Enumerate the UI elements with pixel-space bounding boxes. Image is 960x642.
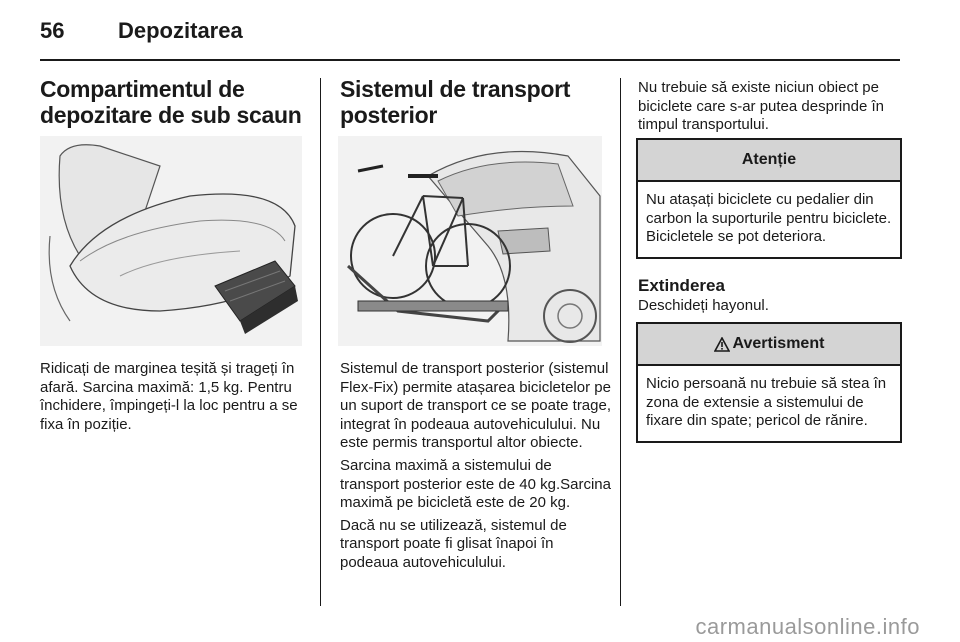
rear-carrier-description bbox=[340, 360, 612, 577]
warning-text: Nicio persoană nu trebuie să stea în zona de extensie a sistemului de fixare din spate; pericol de rănire. bbox=[646, 375, 887, 430]
caution-box bbox=[636, 138, 902, 259]
warning-title: Avertisment bbox=[732, 335, 825, 352]
extension-instruction: Deschideți hayonul. bbox=[638, 297, 769, 314]
under-seat-drawer-illustration bbox=[40, 136, 302, 346]
warning-header bbox=[638, 324, 900, 366]
extension-heading: Extinderea bbox=[638, 276, 725, 295]
section-title: Depozitarea bbox=[118, 18, 243, 43]
rear-carrier-heading: Sistemul de transport posterior bbox=[340, 76, 571, 128]
caution-text: Nu atașați biciclete cu pedalier din carbon la suporturile pentru biciclete. Bicicletele se pot deteriora. bbox=[646, 191, 892, 246]
rear-carrier-paragraph-3: Dacă nu se utilizează, sistemul de transport poate fi glisat înapoi în podeaua autovehiculului. bbox=[340, 516, 567, 571]
under-seat-heading: Compartimentul de depozitare de sub scaun bbox=[40, 76, 302, 128]
column-divider-1 bbox=[320, 78, 321, 606]
column-divider-2 bbox=[620, 78, 621, 606]
rear-carrier-paragraph-2: Sarcina maximă a sistemului de transport posterior este de 40 kg.Sarcina maximă pe bicicletă este de 20 kg. bbox=[340, 456, 611, 512]
watermark: carmanualsonline.info bbox=[695, 614, 920, 639]
warning-box bbox=[636, 322, 902, 443]
header-rule bbox=[40, 59, 900, 61]
rear-carrier-bicycle-illustration bbox=[338, 136, 602, 346]
transport-note: Nu trebuie să existe niciun obiect pe biciclete care s-ar putea desprinde în timpul transportului. bbox=[638, 79, 884, 134]
under-seat-instructions: Ridicați de marginea teșită și trageți în afară. Sarcina maximă: 1,5 kg. Pentru închidere, împingeți-l la loc pentru a se fixa în poziție. bbox=[40, 360, 298, 433]
rear-carrier-paragraph-1: Sistemul de transport posterior (sistemul Flex-Fix) permite atașarea bicicletelor pe un suport de transport ce se poate trage, integrat în podeaua autovehiculului. Nu este permis transportul altor obiecte. bbox=[340, 360, 612, 452]
warning-triangle-icon bbox=[714, 337, 730, 352]
caution-title: Atenție bbox=[638, 140, 900, 182]
page-number: 56 bbox=[40, 18, 65, 43]
